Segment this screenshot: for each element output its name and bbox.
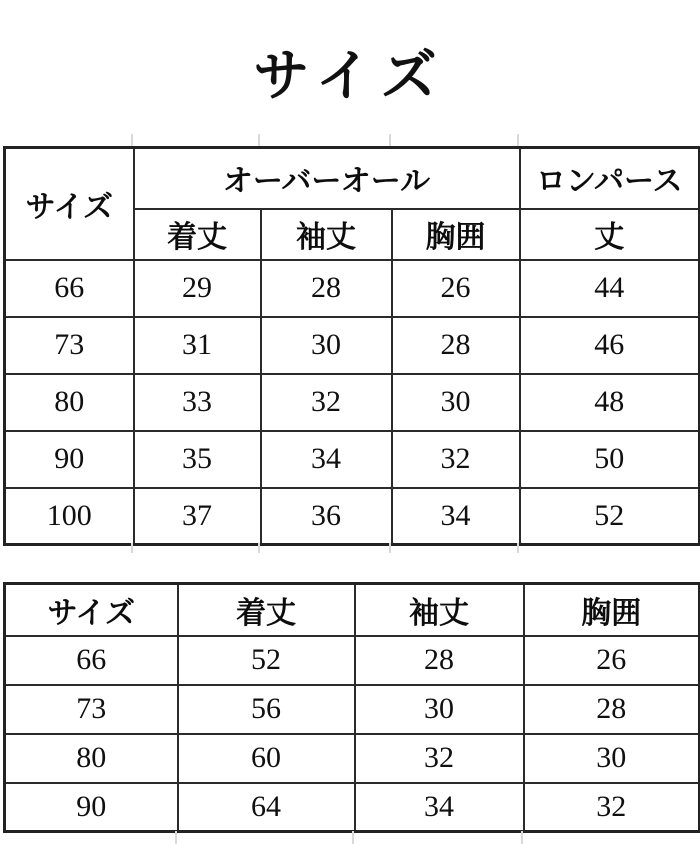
table-row: [5, 783, 700, 832]
size-cell: 66: [5, 636, 178, 685]
header-cell-sleeve: 袖丈: [261, 209, 392, 260]
cropped-row-artifact: [131, 543, 133, 553]
cropped-row-artifact: [352, 831, 354, 844]
table-header-row: [5, 584, 700, 636]
size-cell: 73: [5, 317, 134, 374]
value-cell: 30: [355, 685, 524, 734]
value-cell: 37: [134, 488, 261, 545]
header-cell-chest: 胸囲: [524, 584, 700, 636]
cropped-row-artifact: [175, 831, 177, 844]
header-cell-size: サイズ: [5, 148, 134, 260]
value-cell: 28: [524, 685, 700, 734]
cropped-row-artifact: [258, 134, 260, 146]
size-cell: 100: [5, 488, 134, 545]
value-cell: 60: [178, 734, 355, 783]
value-cell: 50: [520, 431, 700, 488]
value-cell: 28: [392, 317, 520, 374]
cropped-row-artifact: [258, 543, 260, 553]
header-cell-length: 着丈: [178, 584, 355, 636]
value-cell: 64: [178, 783, 355, 832]
table-row: [5, 685, 700, 734]
size-cell: 73: [5, 685, 178, 734]
value-cell: 36: [261, 488, 392, 545]
value-cell: 32: [355, 734, 524, 783]
value-cell: 46: [520, 317, 700, 374]
value-cell: 52: [178, 636, 355, 685]
table-row: [5, 260, 700, 317]
table-row: [5, 317, 700, 374]
value-cell: 29: [134, 260, 261, 317]
table-row: [5, 734, 700, 783]
size-cell: 80: [5, 734, 178, 783]
table-row: [5, 374, 700, 431]
value-cell: 52: [520, 488, 700, 545]
value-cell: 34: [392, 488, 520, 545]
cropped-row-artifact: [389, 134, 391, 146]
page-title: サイズ: [253, 44, 447, 109]
value-cell: 32: [524, 783, 700, 832]
size-table-overall-romper: [3, 146, 700, 546]
value-cell: 34: [261, 431, 392, 488]
value-cell: 48: [520, 374, 700, 431]
header-cell-romper-length: 丈: [520, 209, 700, 260]
value-cell: 30: [392, 374, 520, 431]
header-cell-chest: 胸囲: [392, 209, 520, 260]
value-cell: 28: [355, 636, 524, 685]
table-row: [5, 431, 700, 488]
cropped-row-artifact: [521, 831, 523, 844]
value-cell: 28: [261, 260, 392, 317]
table-row: [5, 636, 700, 685]
cropped-row-artifact: [389, 543, 391, 553]
value-cell: 33: [134, 374, 261, 431]
size-table-simple: [3, 582, 700, 833]
size-cell: 90: [5, 431, 134, 488]
header-cell-romper-group: ロンパース: [520, 148, 700, 209]
value-cell: 26: [392, 260, 520, 317]
header-cell-size: サイズ: [5, 584, 178, 636]
value-cell: 35: [134, 431, 261, 488]
cropped-row-artifact: [517, 543, 519, 553]
value-cell: 26: [524, 636, 700, 685]
value-cell: 30: [261, 317, 392, 374]
size-cell: 66: [5, 260, 134, 317]
table-header-row: [5, 148, 700, 209]
value-cell: 32: [392, 431, 520, 488]
header-cell-sleeve: 袖丈: [355, 584, 524, 636]
value-cell: 34: [355, 783, 524, 832]
value-cell: 56: [178, 685, 355, 734]
cropped-row-artifact: [131, 134, 133, 146]
header-cell-length: 着丈: [134, 209, 261, 260]
value-cell: 31: [134, 317, 261, 374]
size-cell: 90: [5, 783, 178, 832]
size-cell: 80: [5, 374, 134, 431]
header-cell-overall-group: オーバーオール: [134, 148, 520, 209]
value-cell: 44: [520, 260, 700, 317]
table-row: [5, 488, 700, 545]
cropped-row-artifact: [517, 134, 519, 146]
value-cell: 32: [261, 374, 392, 431]
value-cell: 30: [524, 734, 700, 783]
